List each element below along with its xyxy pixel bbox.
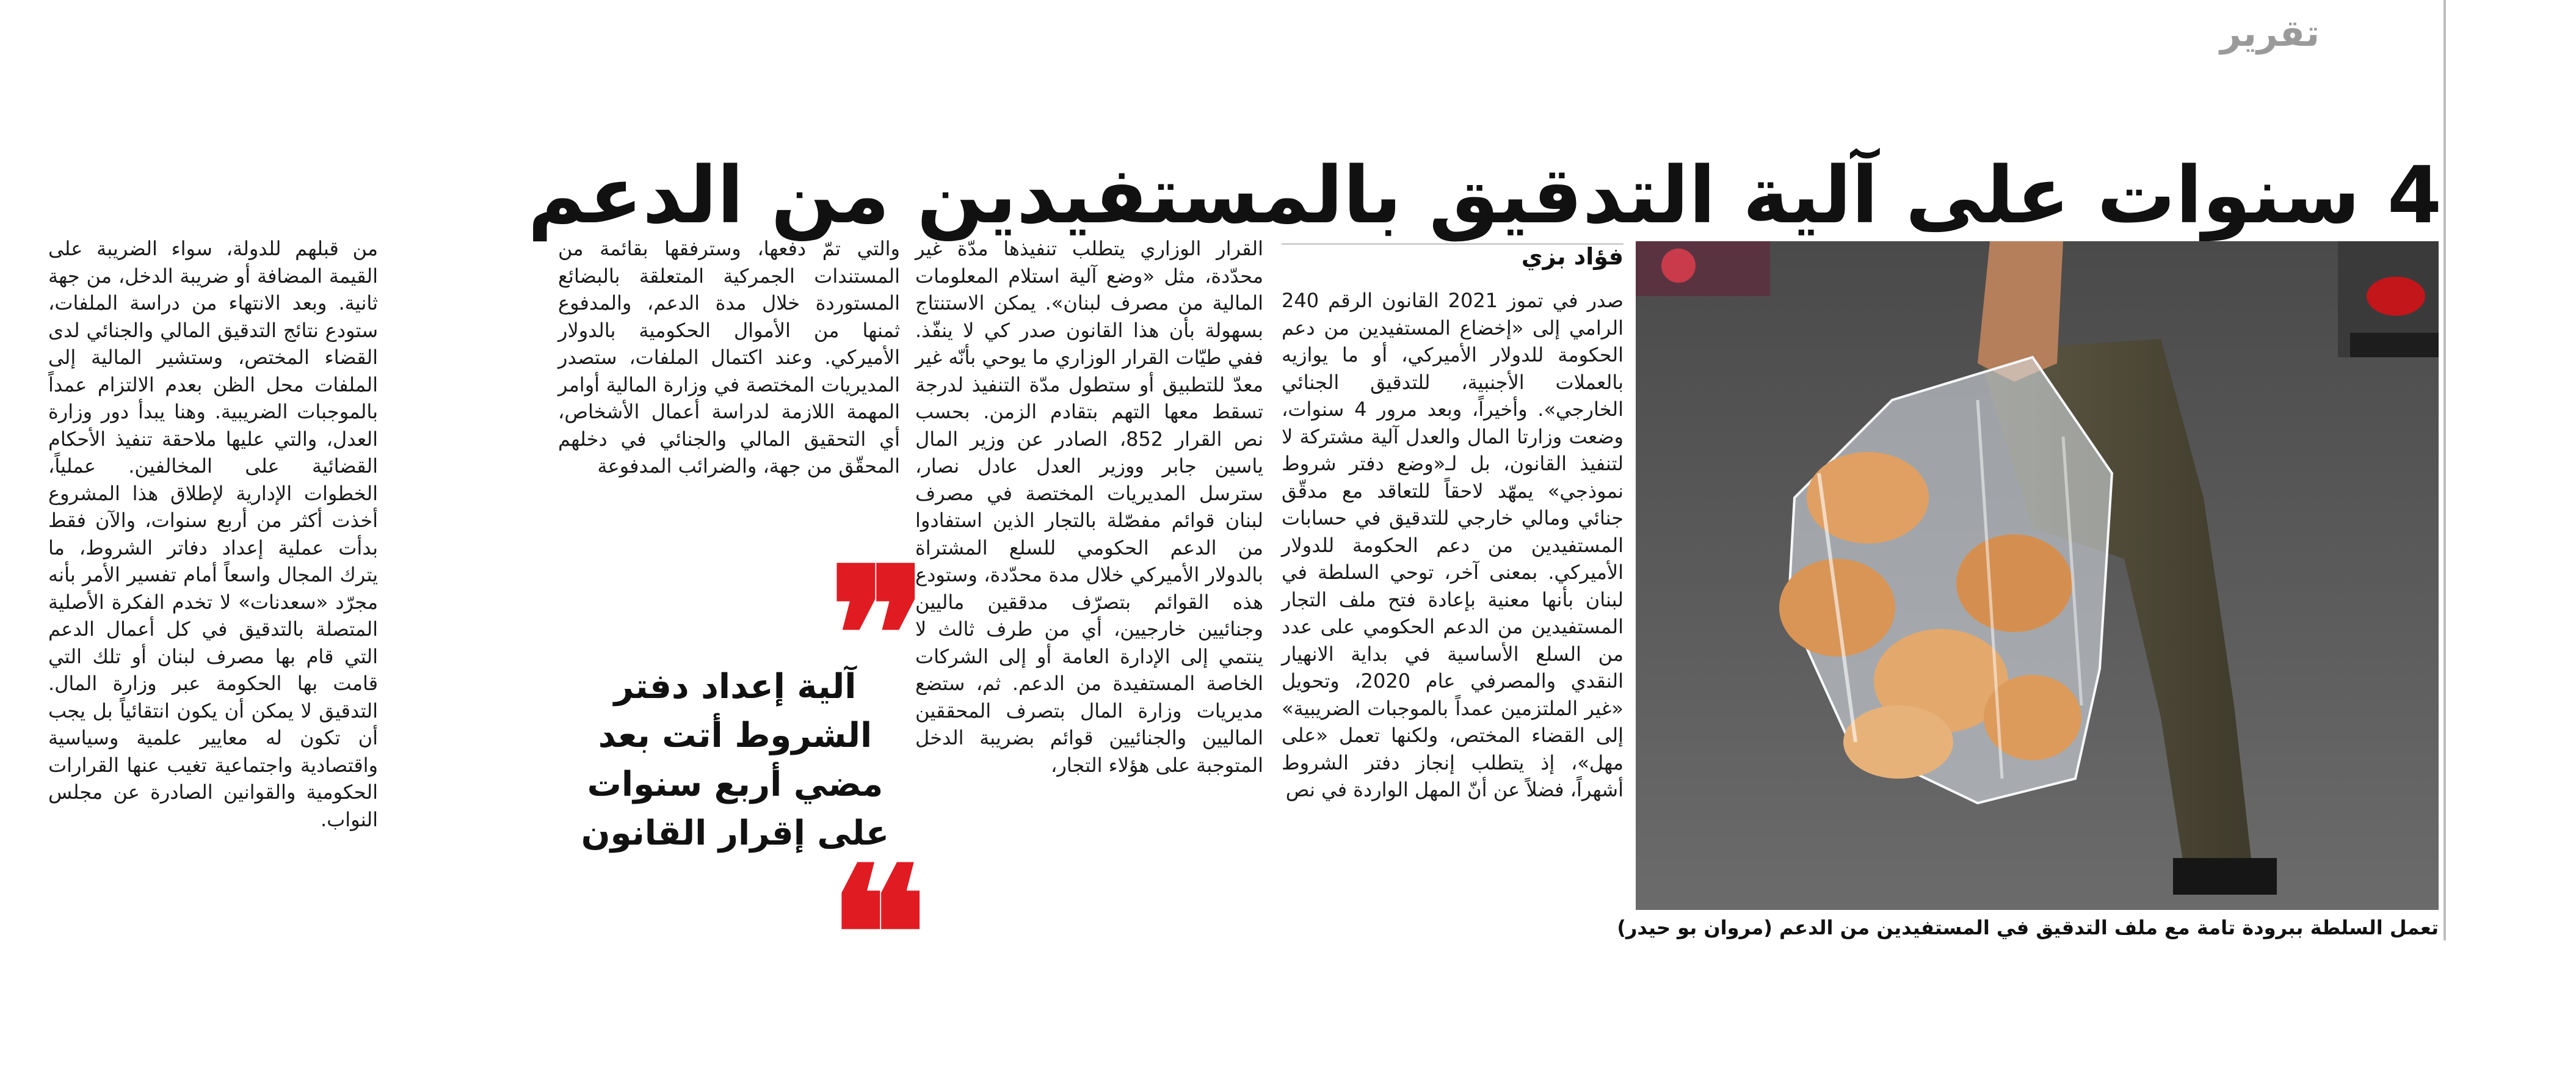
pull-quote: آلية إعداد دفتر الشروط أتت بعد مضي أربع سنوات على إقرار القانون <box>581 667 890 853</box>
headline: 4 سنوات على آلية التدقيق بالمستفيدين من الدعم <box>528 150 2442 241</box>
pull-quote-open-mark: ❞ <box>829 527 927 743</box>
article-column-2 <box>915 235 1263 779</box>
page-edge-rule <box>2444 0 2446 940</box>
byline: فؤاد بزي <box>1521 243 1624 270</box>
photo-illustration <box>1636 241 2439 910</box>
article-photo <box>1636 241 2439 910</box>
article-column-4 <box>48 235 378 833</box>
section-label: تقرير <box>2220 12 2320 55</box>
photo-caption: تعمل السلطة ببرودة تامة مع ملف التدقيق في المستفيدين من الدعم (مروان بو حيدر) <box>1617 916 2439 939</box>
column-2-text: القرار الوزاري يتطلب تنفيذها مدّة غير محدّدة، مثل «وضع آلية استلام المعلومات المالية من مصرف لبنان». يمكن الاستنتاج بسهولة بأن هذا القانون صدر كي لا ينفّذ. ففي طيّات القرار الوزاري ما يوحي بأنّه غير معدّ للتطبيق أو ستطول مدّة التنفيذ لدرجة تسقط معها التهم بتقادم الزمن. بحسب نص القرار 852، الصادر عن وزير المال ياسين جابر ووزير العدل عادل نصار، سترسل المديريات المختصة في مصرف لبنان قوائم مفصّلة بالتجار الذين استفادوا من الدعم الحكومي للسلع المشتراة بالدولار الأميركي خلال مدة محدّدة، وستودع هذه القوائم بتصرّف مدققين ماليين وجنائيين خارجيين، أي من طرف ثالث لا ينتمي إلى الإدارة العامة أو إلى الشركات الخاصة المستفيدة من الدعم. ثم، ستضع مديريات وزارة المال بتصرف المحققين الماليين والجنائيين قوائم بضريبة الدخل المتوجبة على هؤلاء التجار، <box>915 237 1264 777</box>
column-3-text: والتي تمّ دفعها، وسترفقها بقائمة من المستندات الجمركية المتعلقة بالبضائع المستوردة خلال مدة الدعم، والمدفوع ثمنها من الأموال الحكومية بالدولار الأميركي. وعند اكتمال الملفات، ستصدر المديريات المختصة في وزارة المالية أوامر المهمة اللازمة لدراسة أعمال الأشخاص، أي التحقيق المالي والجنائي في دخلهم المحقّق من جهة، والضرائب المدفوعة <box>558 237 900 478</box>
article-column-1 <box>1282 287 1624 804</box>
column-1-text: صدر في تموز 2021 القانون الرقم 240 الرامي إلى «إخضاع المستفيدين من دعم الحكومة للدولار الأميركي، أو ما يوازيه بالعملات الأجنبية، للتدقيق الجنائي الخارجي». وأخيراً، وبعد مرور 4 سنوات، وضعت وزارتا المال والعدل آلية مشتركة لا لتنفيذ القانون، بل لـ«وضع دفتر شروط نموذجي» يمهّد لاحقاً للتعاقد مع مدقّق جنائي ومالي خارجي للتدقيق في حسابات المستفيدين من دعم الحكومة للدولار الأميركي. بمعنى آخر، توحي السلطة في لبنان بأنها معنية بإعادة فتح ملف التجار المستفيدين من الدعم الحكومي على عدد من السلع الأساسية في بداية الانهيار النقدي والمصرفي عام 2020، وتحويل «غير الملتزمين عمداً بالموجبات الضريبية» إلى القضاء المختص، ولكنها تعمل «على مهل»، إذ يتطلب إنجاز دفتر الشروط أشهراً، فضلاً عن أنّ المهل الواردة في نص <box>1282 289 1624 801</box>
pull-quote-close-mark: ❝ <box>829 826 927 1042</box>
article-column-3 <box>558 235 900 480</box>
column-4-text: من قبلهم للدولة، سواء الضريبة على القيمة المضافة أو ضريبة الدخل، من جهة ثانية. وبعد الانتهاء من دراسة الملفات، ستودع نتائج التدقيق المالي والجنائي لدى القضاء المختص، وستشير المالية إلى الملفات محل الظن بعدم الالتزام عمداً بالموجبات الضريبية. وهنا يبدأ دور وزارة العدل، والتي عليها ملاحقة تنفيذ الأحكام القضائية على المخالفين. عملياً، الخطوات الإدارية لإطلاق هذا المشروع أخذت أكثر من أربع سنوات، والآن فقط بدأت عملية إعداد دفاتر الشروط، ما يترك المجال واسعاً أمام تفسير الأمر بأنه مجرّد «سعدنات» لا تخدم الفكرة الأصلية المتصلة بالتدقيق في كل أعمال الدعم التي قام بها مصرف لبنان أو تلك التي قامت بها الحكومة عبر وزارة المال. التدقيق لا يمكن أن يكون انتقائياً بل يجب أن تكون له معايير علمية وسياسية واقتصادية واجتماعية تغيب عنها القرارات الحكومية والقوانين الصادرة عن مجلس النواب. <box>48 237 378 831</box>
